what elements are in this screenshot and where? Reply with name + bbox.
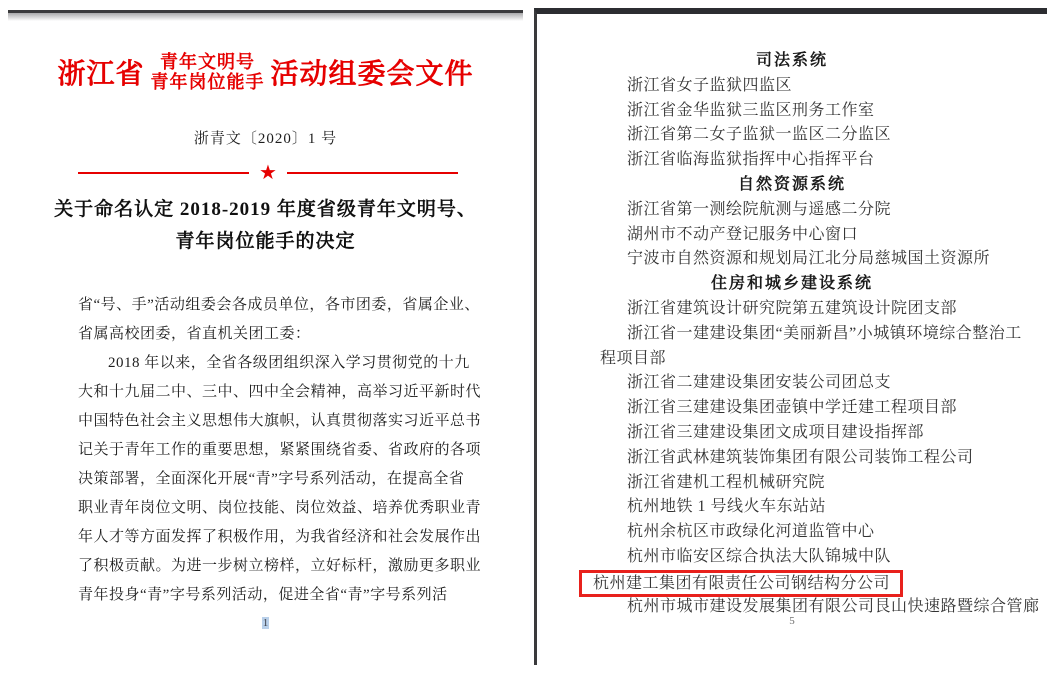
award-list-item: 浙江省一建建设集团“美丽新昌”小城镇环境综合整治工 bbox=[627, 324, 1022, 342]
body-line: 2018 年以来，全省各级团组织深入学习贯彻党的十九 bbox=[108, 355, 470, 371]
header-stack-top: 青年文明号 bbox=[160, 52, 255, 72]
award-list-item: 浙江省第二女子监狱一监区二分监区 bbox=[627, 126, 892, 144]
document-header bbox=[8, 43, 523, 101]
body-line: 年人才等方面发挥了积极作用，为我省经济和社会发展作出 bbox=[78, 529, 482, 545]
award-list-item: 宁波市自然资源和规划局江北分局慈城国土资源所 bbox=[627, 250, 991, 268]
body-line: 省“号、手”活动组委会各成员单位，各市团委，省属企业、 bbox=[78, 297, 480, 313]
award-list-item: 杭州市城市建设发展集团有限公司艮山快速路暨综合管廊 bbox=[627, 597, 1040, 615]
award-list-item-highlighted bbox=[537, 570, 1047, 595]
body-paragraphs bbox=[78, 291, 510, 610]
body-line: 大和十九届二中、三中、四中全会精神，高举习近平新时代 bbox=[78, 384, 482, 400]
award-list-item: 浙江省三建建设集团文成项目建设指挥部 bbox=[627, 423, 925, 441]
section-heading: 司法系统 bbox=[755, 52, 828, 69]
doc-number: 浙青文〔2020〕1 号 bbox=[193, 131, 338, 147]
separator-line-left bbox=[78, 172, 249, 174]
body-line: 职业青年岗位文明、岗位技能、岗位效益、培养优秀职业青 bbox=[78, 500, 482, 516]
section-heading: 住房和城乡建设系统 bbox=[710, 275, 873, 293]
header-stack-bottom: 青年岗位能手 bbox=[150, 72, 265, 92]
award-list-item: 浙江省金华监狱三监区刑务工作室 bbox=[627, 101, 875, 119]
highlight-box: 杭州建工集团有限责任公司钢结构分公司 bbox=[579, 570, 903, 597]
award-list-item: 浙江省第一测绘院航测与遥感二分院 bbox=[627, 200, 892, 218]
award-list-item: 浙江省武林建筑装饰集团有限公司装饰工程公司 bbox=[627, 448, 974, 466]
document-title bbox=[8, 194, 523, 258]
award-list-item: 杭州市临安区综合执法大队锦城中队 bbox=[627, 547, 892, 565]
award-list-item: 杭州余杭区市政绿化河道监管中心 bbox=[627, 523, 875, 541]
left-document-page bbox=[8, 10, 523, 673]
award-list-item: 浙江省建机工程机械研究院 bbox=[627, 473, 826, 491]
award-list-item: 浙江省临海监狱指挥中心指挥平台 bbox=[627, 151, 875, 169]
header-suffix: 活动组委会文件 bbox=[270, 59, 474, 90]
body-line: 了积极贡献。为进一步树立榜样，立好标杆，激励更多职业 bbox=[78, 558, 482, 574]
award-list-item: 浙江省女子监狱四监区 bbox=[627, 76, 793, 94]
document-title-line2: 青年岗位能手的决定 bbox=[175, 231, 356, 252]
body-line: 决策部署，全面深化开展“青”字号系列活动，在提高全省 bbox=[78, 471, 465, 487]
header-stacked-lines bbox=[151, 52, 265, 92]
body-line: 中国特色社会主义思想伟大旗帜，认真贯彻落实习近平总书 bbox=[78, 413, 482, 429]
right-document-page bbox=[534, 8, 1047, 665]
document-title-line1: 关于命名认定 2018-2019 年度省级青年文明号、 bbox=[54, 199, 477, 220]
award-list-item: 浙江省建筑设计研究院第五建筑设计院团支部 bbox=[627, 299, 958, 317]
body-line: 青年投身“青”字号系列活动，促进全省“青”字号系列活 bbox=[78, 587, 448, 603]
award-list-item: 浙江省二建建设集团安装公司团总支 bbox=[627, 374, 892, 392]
page-number-left: 1 bbox=[262, 617, 269, 629]
body-line: 记关于青年工作的重要思想，紧紧围绕省委、省政府的各项 bbox=[78, 442, 482, 458]
award-list-item: 湖州市不动产登记服务中心窗口 bbox=[627, 225, 859, 243]
award-list bbox=[537, 49, 1047, 619]
star-icon: ★ bbox=[259, 162, 277, 184]
page-top-shadow bbox=[8, 13, 523, 21]
header-org-prefix: 浙江省 bbox=[57, 59, 145, 90]
separator-line-right bbox=[287, 172, 458, 174]
award-list-item: 程项目部 bbox=[600, 349, 667, 367]
red-separator bbox=[78, 163, 458, 183]
section-heading: 自然资源系统 bbox=[737, 175, 846, 193]
award-list-item: 杭州地铁 1 号线火车东站站 bbox=[627, 498, 827, 516]
page-number-right: 5 bbox=[789, 615, 795, 627]
body-line: 省属高校团委，省直机关团工委： bbox=[78, 326, 311, 342]
award-list-item: 浙江省三建建设集团壶镇中学迁建工程项目部 bbox=[627, 399, 958, 417]
